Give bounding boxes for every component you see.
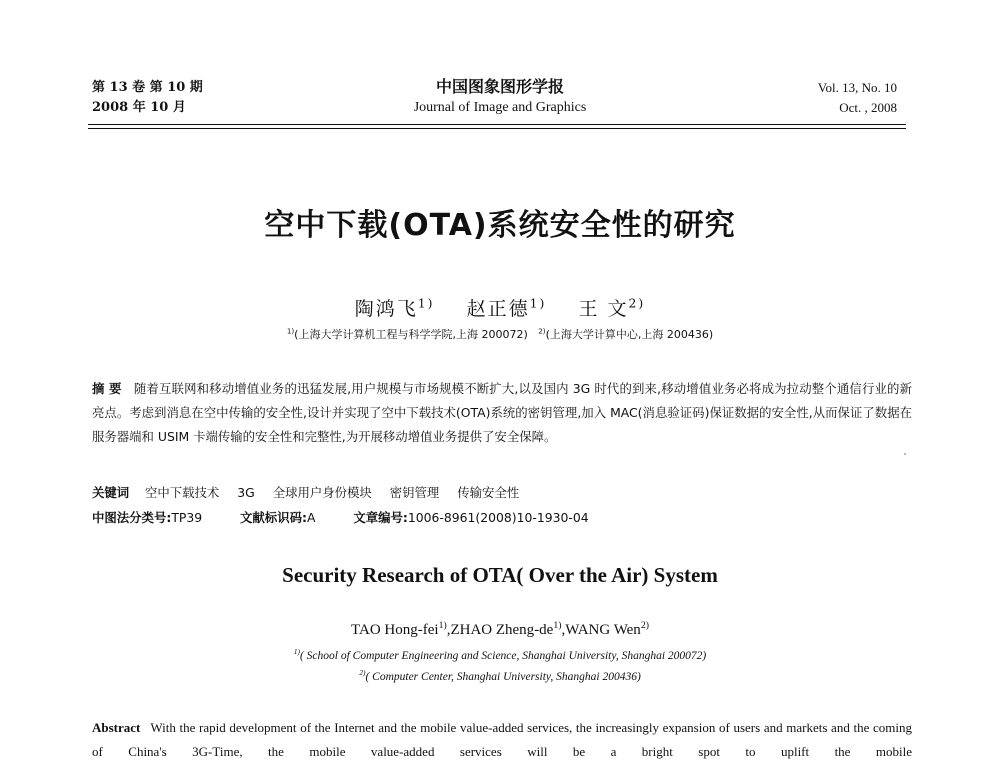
- abstract-cn-text: 随着互联网和移动增值业务的迅猛发展,用户规模与市场规模不断扩大,以及国内 3G 时代的到来,移动增值业务必将成为拉动整个通信行业的新亮点。考虑到消息在空中传输的安全性,设计并实现了空中下载技术(OTA)系统的密钥管理,加入 MAC(消息验证码)保证数据的安全性,从而保证了数据在服务器端和 USIM 卡端传输的安全性和完整性,为开展移动增值业务提供了安全保障。: [92, 381, 912, 444]
- header-volume-issue-cn: 第 13 卷 第 10 期: [92, 80, 203, 95]
- keywords-cn: [92, 483, 912, 503]
- abstract-en-text: With the rapid development of the Internet and the mobile value-added services, the increasingly expansion of users and markets and the coming of China's 3G-Time, the mobile value-added services will be a bright spot to uplift the mobile: [92, 720, 912, 759]
- journal-name-cn: 中国图象图形学报: [435, 77, 564, 96]
- classification-line: [92, 508, 912, 528]
- article-number-value: 1006-8961(2008)10-1930-04: [407, 510, 589, 525]
- abstract-cn: [92, 377, 912, 449]
- author-en: ,WANG Wen$^{2)}$: [561, 620, 649, 638]
- authors-cn: [0, 294, 1000, 321]
- keyword: 空中下载技术: [144, 485, 220, 500]
- authors-en: [0, 622, 1000, 639]
- author-cn: 王 文$^{2)}$: [578, 296, 646, 320]
- header-date-en: Oct. , 2008: [839, 100, 897, 115]
- abstract-cn-label: 摘 要: [92, 381, 122, 396]
- journal-name-en: Journal of Image and Graphics: [413, 100, 587, 115]
- header-volume-issue-en: Vol. 13, No. 10: [817, 80, 897, 95]
- scan-speck: [904, 453, 906, 455]
- paper-title-en: Security Research of OTA( Over the Air) System: [282, 563, 718, 587]
- keyword: 密钥管理: [389, 485, 440, 500]
- author-en: TAO Hong-fei$^{1)}$: [351, 620, 447, 638]
- author-cn: 陶鸿飞$^{1)}$: [354, 296, 435, 320]
- keyword: 传输安全性: [457, 485, 520, 500]
- abstract-en: [92, 716, 912, 764]
- header-rule-thick: [88, 124, 906, 125]
- header-date-cn: 2008 年 10 月: [92, 100, 186, 115]
- author-en: ,ZHAO Zheng-$de^{1)}$: [446, 620, 562, 638]
- doc-code-value: A: [306, 510, 316, 525]
- author-cn: 赵正德$^{1)}$: [466, 296, 547, 320]
- header-volume-en: [818, 78, 897, 118]
- clc-label: 中图法分类号:: [92, 510, 172, 525]
- keyword: 3G: [237, 485, 255, 500]
- abstract-en-label: Abstract: [92, 720, 141, 735]
- affiliation-en: $^{1)}$( School of Computer Engineering and Science, Shanghai University, Shanghai 200072): [293, 647, 707, 662]
- clc-value: TP39: [171, 510, 203, 525]
- keyword: 全球用户身份模块: [272, 485, 372, 500]
- affiliation-en: $^{2)}$( Computer Center, Shanghai University, Shanghai 200436): [359, 668, 641, 683]
- header-rule-thin: [88, 128, 906, 129]
- affiliation-cn: (上海大学计算机工程与科学学院,上海 200072): [294, 328, 528, 341]
- affiliation-cn: (上海大学计算中心,上海 200436): [545, 328, 714, 341]
- article-number-label: 文章编号:: [353, 510, 408, 525]
- doc-code-label: 文献标识码:: [240, 510, 307, 525]
- affiliations-cn: $^{1)}$(上海大学计算机工程与科学学院,上海 200072) $^{2)}$(上海大学计算中心,上海 200436): [286, 326, 714, 341]
- keywords-cn-label: 关键词: [92, 485, 130, 500]
- paper-title-cn: 空中下载(OTA)系统安全性的研究: [264, 208, 736, 243]
